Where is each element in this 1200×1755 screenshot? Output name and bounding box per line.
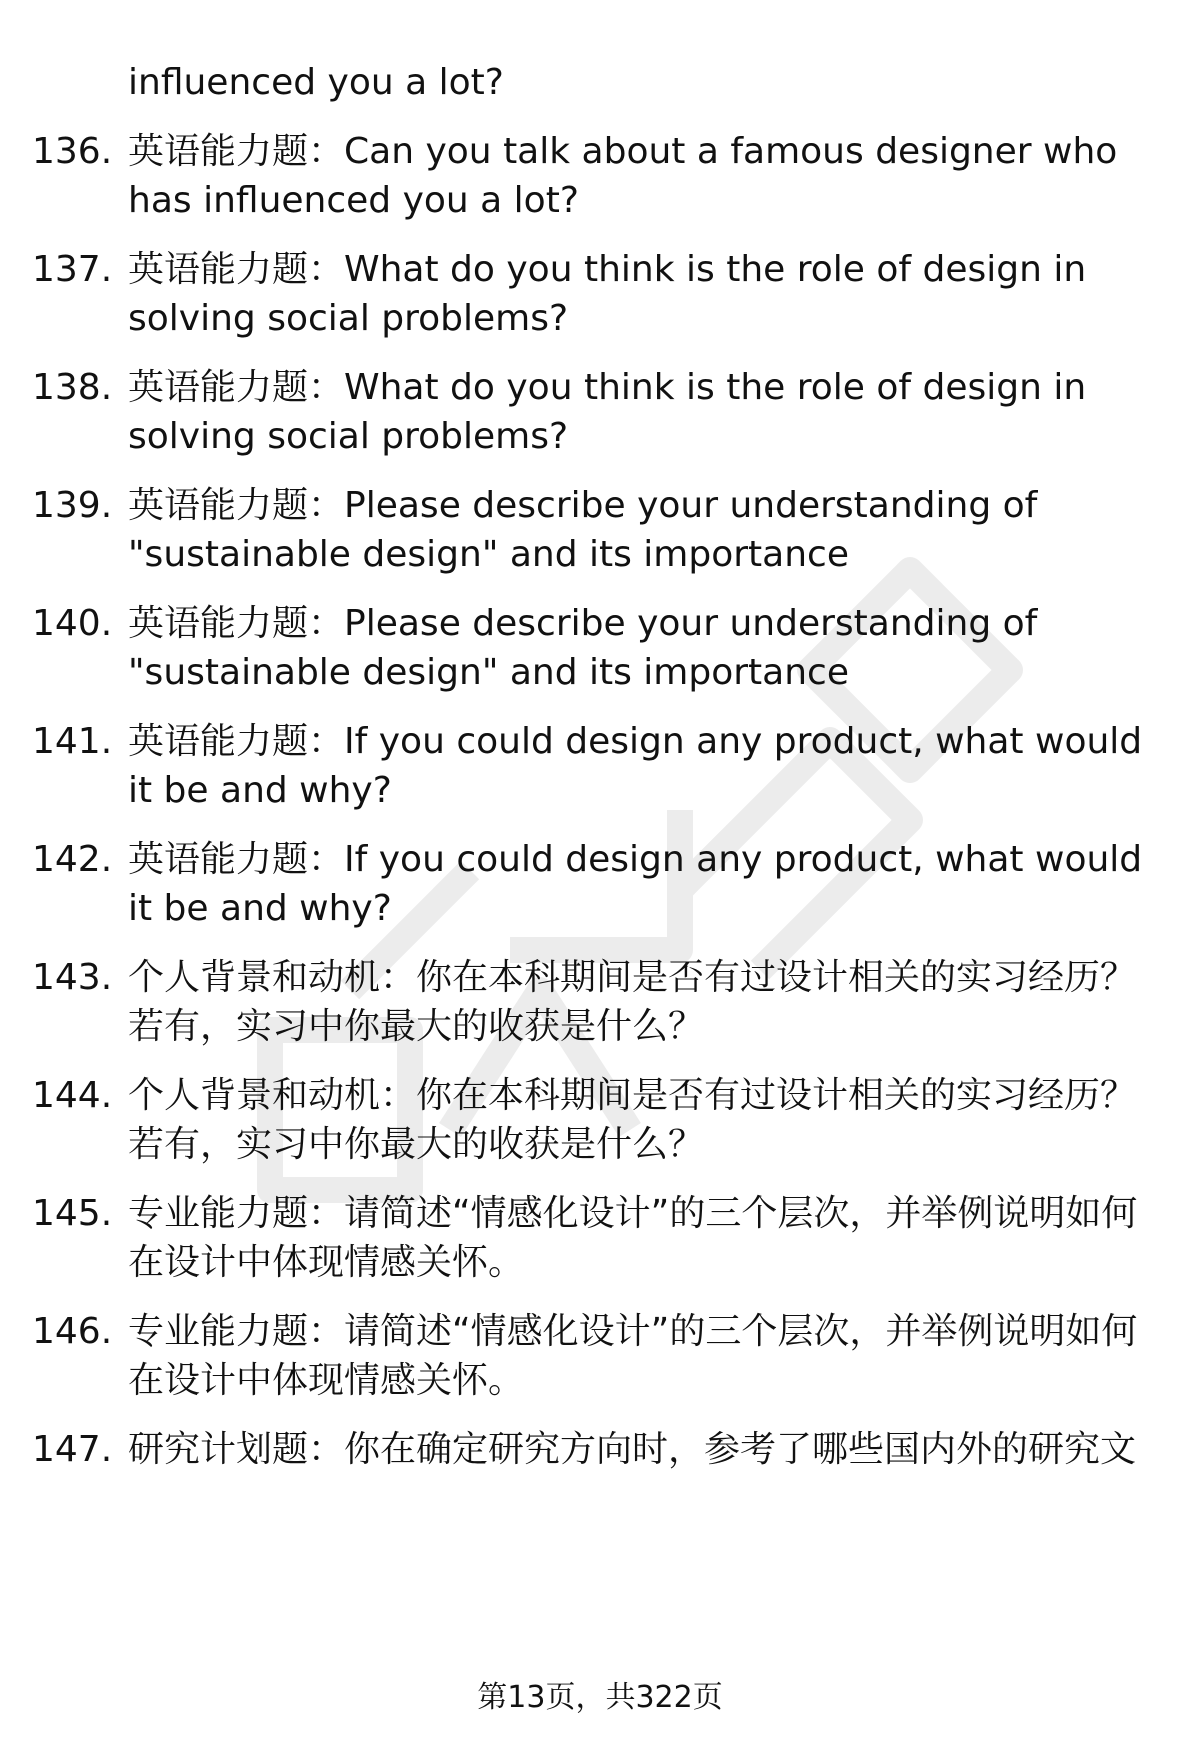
question-category: 个人背景和动机： <box>128 1075 417 1116</box>
question-body: 你在本科期间是否有过设计相关的实习经历？若有，实习中你最大的收获是什么？ <box>128 957 1137 1047</box>
question-number: 144. <box>32 1075 113 1116</box>
question-category: 专业能力题： <box>128 1311 345 1352</box>
question-number: 147. <box>32 1429 113 1470</box>
question-text <box>128 953 1158 1051</box>
question-number: 141. <box>32 721 113 762</box>
question-number: 138. <box>32 367 113 408</box>
question-text <box>128 717 1158 815</box>
question-text <box>128 1425 1158 1474</box>
question-category: 英语能力题： <box>128 485 345 526</box>
question-text <box>128 599 1158 697</box>
question-body: What do you think is the role of design in solving social problems? <box>128 249 1087 339</box>
question-category: 研究计划题： <box>128 1429 345 1470</box>
question-number: 136. <box>32 131 113 172</box>
question-body: Please describe your understanding of "sustainable design" and its importance <box>128 485 1038 575</box>
question-text <box>128 1071 1158 1169</box>
question-category: 英语能力题： <box>128 131 345 172</box>
question-text <box>128 1307 1158 1405</box>
question-body: 你在确定研究方向时，参考了哪些国内外的研究文 <box>344 1429 1137 1470</box>
question-number: 140. <box>32 603 113 644</box>
question-category: 英语能力题： <box>128 603 345 644</box>
question-text <box>128 127 1158 225</box>
question-body: 请简述“情感化设计”的三个层次，并举例说明如何在设计中体现情感关怀。 <box>128 1193 1138 1283</box>
question-text <box>128 1189 1158 1287</box>
question-body: 请简述“情感化设计”的三个层次，并举例说明如何在设计中体现情感关怀。 <box>128 1311 1138 1401</box>
question-body: 你在本科期间是否有过设计相关的实习经历？若有，实习中你最大的收获是什么？ <box>128 1075 1137 1165</box>
page-footer: 第13页，共322页 <box>477 1680 723 1715</box>
question-text <box>128 835 1158 933</box>
continued-question-text: influenced you a lot? <box>128 62 504 103</box>
question-category: 个人背景和动机： <box>128 957 417 998</box>
question-number: 142. <box>32 839 113 880</box>
question-number: 137. <box>32 249 113 290</box>
question-text <box>128 245 1158 343</box>
question-text <box>128 363 1158 461</box>
question-text <box>128 481 1158 579</box>
question-body: If you could design any product, what would it be and why? <box>128 839 1143 929</box>
question-category: 英语能力题： <box>128 367 345 408</box>
question-number: 145. <box>32 1193 113 1234</box>
question-category: 英语能力题： <box>128 249 345 290</box>
question-body: What do you think is the role of design in solving social problems? <box>128 367 1087 457</box>
question-number: 143. <box>32 957 113 998</box>
question-number: 146. <box>32 1311 113 1352</box>
question-number: 139. <box>32 485 113 526</box>
question-category: 英语能力题： <box>128 839 345 880</box>
question-category: 英语能力题： <box>128 721 345 762</box>
question-category: 专业能力题： <box>128 1193 345 1234</box>
question-body: Please describe your understanding of "sustainable design" and its importance <box>128 603 1038 693</box>
question-body: If you could design any product, what would it be and why? <box>128 721 1143 811</box>
question-body: Can you talk about a famous designer who has influenced you a lot? <box>128 131 1118 221</box>
